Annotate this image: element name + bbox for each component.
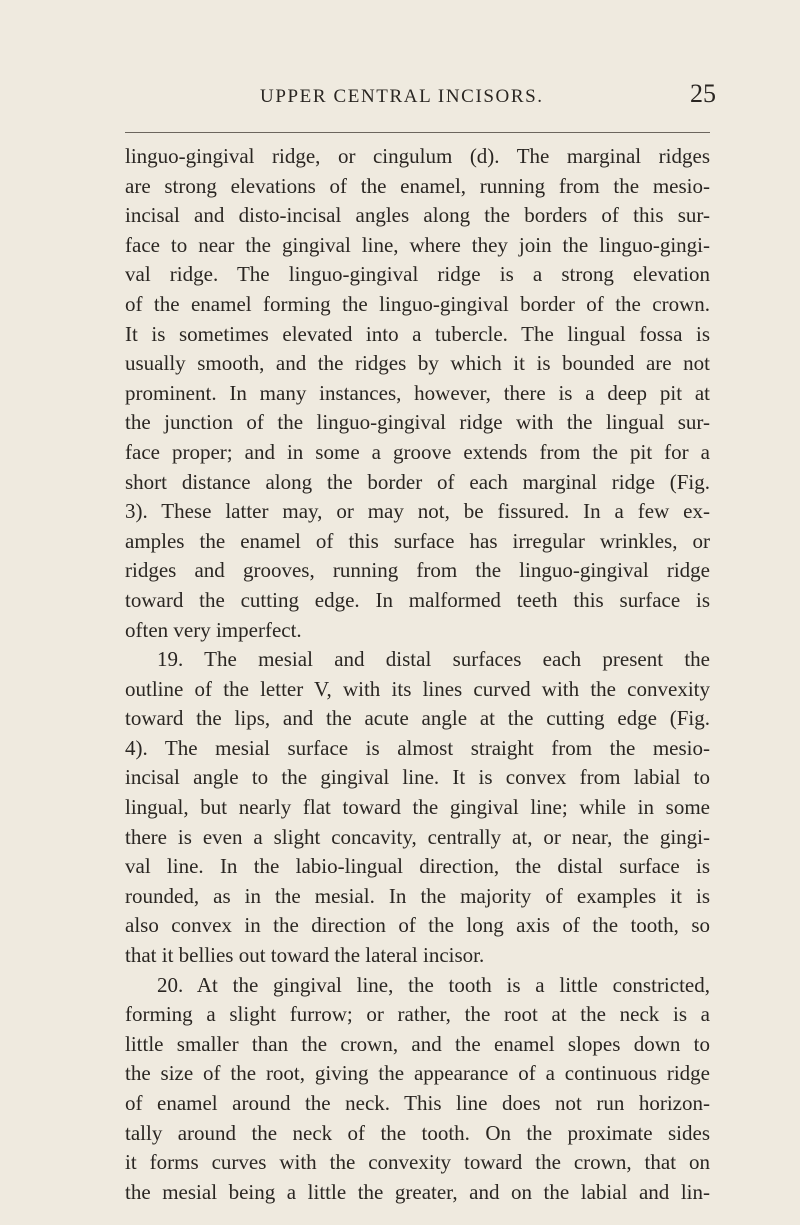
text-line: tally around the neck of the tooth. On the proximate sides [125, 1120, 710, 1145]
text-line: of the enamel forming the linguo-gingival border of the crown. [125, 291, 710, 316]
text-line: outline of the letter V, with its lines curved with the convexity [125, 676, 710, 701]
text-line: also convex in the direction of the long axis of the tooth, so [125, 913, 710, 938]
text-line: the mesial being a little the greater, and on the labial and lin- [125, 1179, 710, 1204]
header-rule [125, 132, 710, 133]
text-line: that it bellies out toward the lateral incisor. [125, 943, 485, 968]
text-line: 3). These latter may, or may not, be fissured. In a few ex- [125, 499, 710, 524]
text-line: val ridge. The linguo-gingival ridge is a strong elevation [125, 262, 710, 287]
text-line: prominent. In many instances, however, there is a deep pit at [125, 380, 710, 405]
text-line: face proper; and in some a groove extends from the pit for a [125, 439, 710, 464]
text-line: of enamel around the neck. This line does not run horizon- [125, 1091, 710, 1115]
text-line: forming a slight furrow; or rather, the root at the neck is a [125, 1002, 710, 1027]
text-line: toward the lips, and the acute angle at the cutting edge (Fig. [125, 706, 710, 731]
text-line: lingual, but nearly flat toward the gingival line; while in some [125, 795, 710, 820]
running-title: UPPER CENTRAL INCISORS. [260, 86, 544, 107]
text-line: ridges and grooves, running from the linguo-gingival ridge [125, 558, 710, 583]
text-line: linguo-gingival ridge, or cingulum (d). The marginal ridges [125, 144, 710, 168]
paragraph-19-start: 19. The mesial and distal surfaces each present the [157, 647, 710, 672]
text-line: face to near the gingival line, where they join the linguo-gingi- [125, 232, 710, 257]
body-text [125, 142, 710, 1207]
text-line: incisal and disto-incisal angles along the borders of this sur- [125, 203, 710, 228]
text-line: It is sometimes elevated into a tubercle. The lingual fossa is [125, 321, 710, 346]
text-line: usually smooth, and the ridges by which it is bounded are not [125, 351, 710, 376]
text-line: amples the enamel of this surface has irregular wrinkles, or [125, 528, 710, 553]
text-line: toward the cutting edge. In malformed teeth this surface is [125, 587, 710, 612]
text-line: incisal angle to the gingival line. It is convex from labial to [125, 765, 710, 790]
text-line: the size of the root, giving the appearance of a continuous ridge [125, 1061, 710, 1086]
text-line: rounded, as in the mesial. In the majority of examples it is [125, 883, 710, 908]
page-number: 25 [690, 79, 716, 108]
text-line: it forms curves with the convexity toward the crown, that on [125, 1150, 710, 1175]
paragraph-20-start: 20. At the gingival line, the tooth is a little constricted, [157, 972, 710, 997]
page-header [0, 72, 800, 112]
text-line: short distance along the border of each marginal ridge (Fig. [125, 469, 710, 494]
text-line: often very imperfect. [125, 617, 302, 642]
text-line: val line. In the labio-lingual direction, the distal surface is [125, 854, 710, 879]
text-line: little smaller than the crown, and the enamel slopes down to [125, 1031, 710, 1056]
text-line: are strong elevations of the enamel, running from the mesio- [125, 173, 710, 198]
text-line: the junction of the linguo-gingival ridge with the lingual sur- [125, 410, 710, 435]
text-line: there is even a slight concavity, centrally at, or near, the gingi- [125, 824, 710, 849]
text-line: 4). The mesial surface is almost straight from the mesio- [125, 735, 710, 760]
